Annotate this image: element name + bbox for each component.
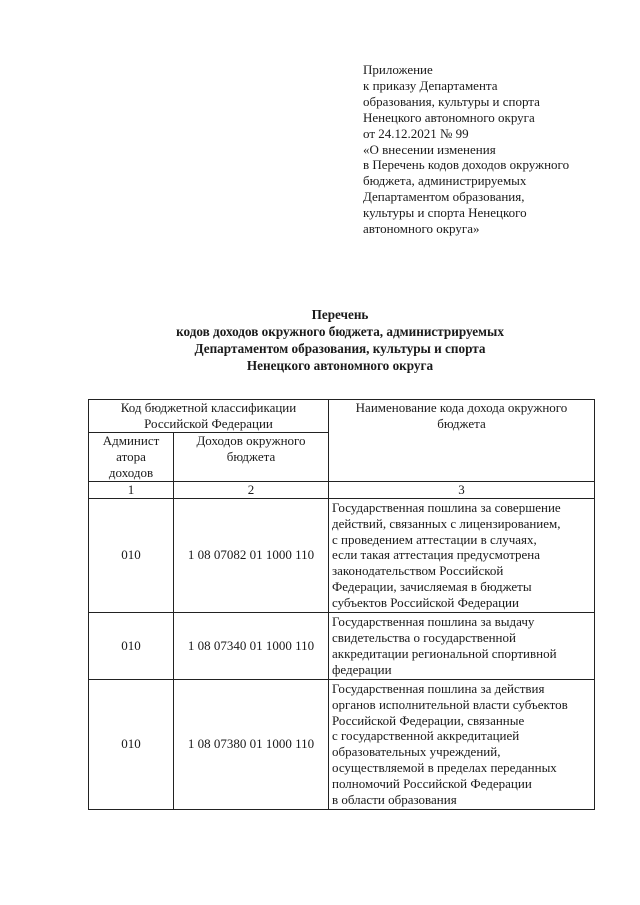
- appendix-line: образования, культуры и спорта: [363, 93, 540, 109]
- title-line: Перечень: [311, 307, 369, 322]
- income-codes-table: [88, 399, 595, 810]
- header-income: [174, 432, 329, 481]
- income-code: 1 08 07380 01 1000 110: [174, 679, 329, 809]
- income-description: [329, 679, 595, 809]
- document-title: [60, 306, 620, 374]
- header-text: Админист: [102, 432, 160, 448]
- income-description: [329, 613, 595, 680]
- description-line: аккредитации региональной спортивной: [332, 645, 557, 661]
- description-line: в области образования: [332, 792, 457, 808]
- description-line: свидетельства о государственной: [332, 629, 516, 645]
- header-text: Российской Федерации: [144, 415, 273, 431]
- description-line: осуществляемой в пределах переданных: [332, 760, 557, 776]
- title-line: Ненецкого автономного округа: [246, 358, 434, 373]
- appendix-line: Департаментом образования,: [363, 189, 525, 205]
- appendix-line: культуры и спорта Ненецкого: [363, 205, 527, 221]
- description-line: полномочий Российской Федерации: [332, 776, 532, 792]
- header-income-name: [329, 400, 595, 482]
- appendix-header: [363, 62, 613, 237]
- column-number: 2: [174, 481, 329, 498]
- description-line: органов исполнительной власти субъектов: [332, 696, 568, 712]
- description-line: если такая аттестация предусмотрена: [332, 547, 541, 563]
- description-line: с проведением аттестации в случаях,: [332, 531, 537, 547]
- appendix-line: бюджета, администрируемых: [363, 173, 527, 189]
- income-code: 1 08 07082 01 1000 110: [174, 498, 329, 612]
- header-text: Доходов окружного: [196, 432, 306, 448]
- title-line: Департаментом образования, культуры и спорта: [194, 341, 486, 356]
- description-line: Государственная пошлина за совершение: [332, 499, 561, 515]
- table-row: [89, 613, 595, 680]
- description-line: действий, связанных с лицензированием,: [332, 515, 561, 531]
- appendix-line: от 24.12.2021 № 99: [363, 125, 469, 141]
- appendix-line: в Перечень кодов доходов окружного: [363, 157, 570, 173]
- description-line: Федерации, зачисляемая в бюджеты: [332, 579, 532, 595]
- column-number: 1: [89, 481, 174, 498]
- appendix-line: к приказу Департамента: [363, 77, 498, 93]
- income-description: [329, 498, 595, 612]
- description-line: Российской Федерации, связанные: [332, 712, 525, 728]
- income-code: 1 08 07340 01 1000 110: [174, 613, 329, 680]
- description-line: законодательством Российской: [332, 563, 504, 579]
- header-text: атора: [116, 448, 146, 464]
- header-text: бюджета: [437, 415, 486, 431]
- admin-code: 010: [89, 679, 174, 809]
- appendix-line: Ненецкого автономного округа: [363, 109, 535, 125]
- appendix-line: автономного округа»: [363, 221, 480, 237]
- description-line: Государственная пошлина за действия: [332, 680, 545, 696]
- header-text: Код бюджетной классификации: [120, 400, 297, 415]
- description-line: федерации: [332, 661, 392, 677]
- header-administrator: [89, 432, 174, 481]
- header-text: доходов: [108, 464, 154, 480]
- title-line: кодов доходов окружного бюджета, администрируемых: [176, 324, 504, 339]
- admin-code: 010: [89, 613, 174, 680]
- column-number-row: [89, 481, 595, 498]
- admin-code: 010: [89, 498, 174, 612]
- table-header-row: [89, 400, 595, 433]
- appendix-line: Приложение: [363, 62, 433, 77]
- description-line: с государственной аккредитацией: [332, 728, 520, 744]
- appendix-line: «О внесении изменения: [363, 141, 496, 157]
- table-row: [89, 679, 595, 809]
- table-row: [89, 498, 595, 612]
- description-line: субъектов Российской Федерации: [332, 595, 519, 611]
- column-number: 3: [329, 481, 595, 498]
- header-budget-classification: [89, 400, 329, 433]
- header-text: бюджета: [226, 448, 276, 464]
- description-line: образовательных учреждений,: [332, 744, 501, 760]
- header-text: Наименование кода дохода окружного: [355, 400, 568, 415]
- description-line: Государственная пошлина за выдачу: [332, 614, 535, 630]
